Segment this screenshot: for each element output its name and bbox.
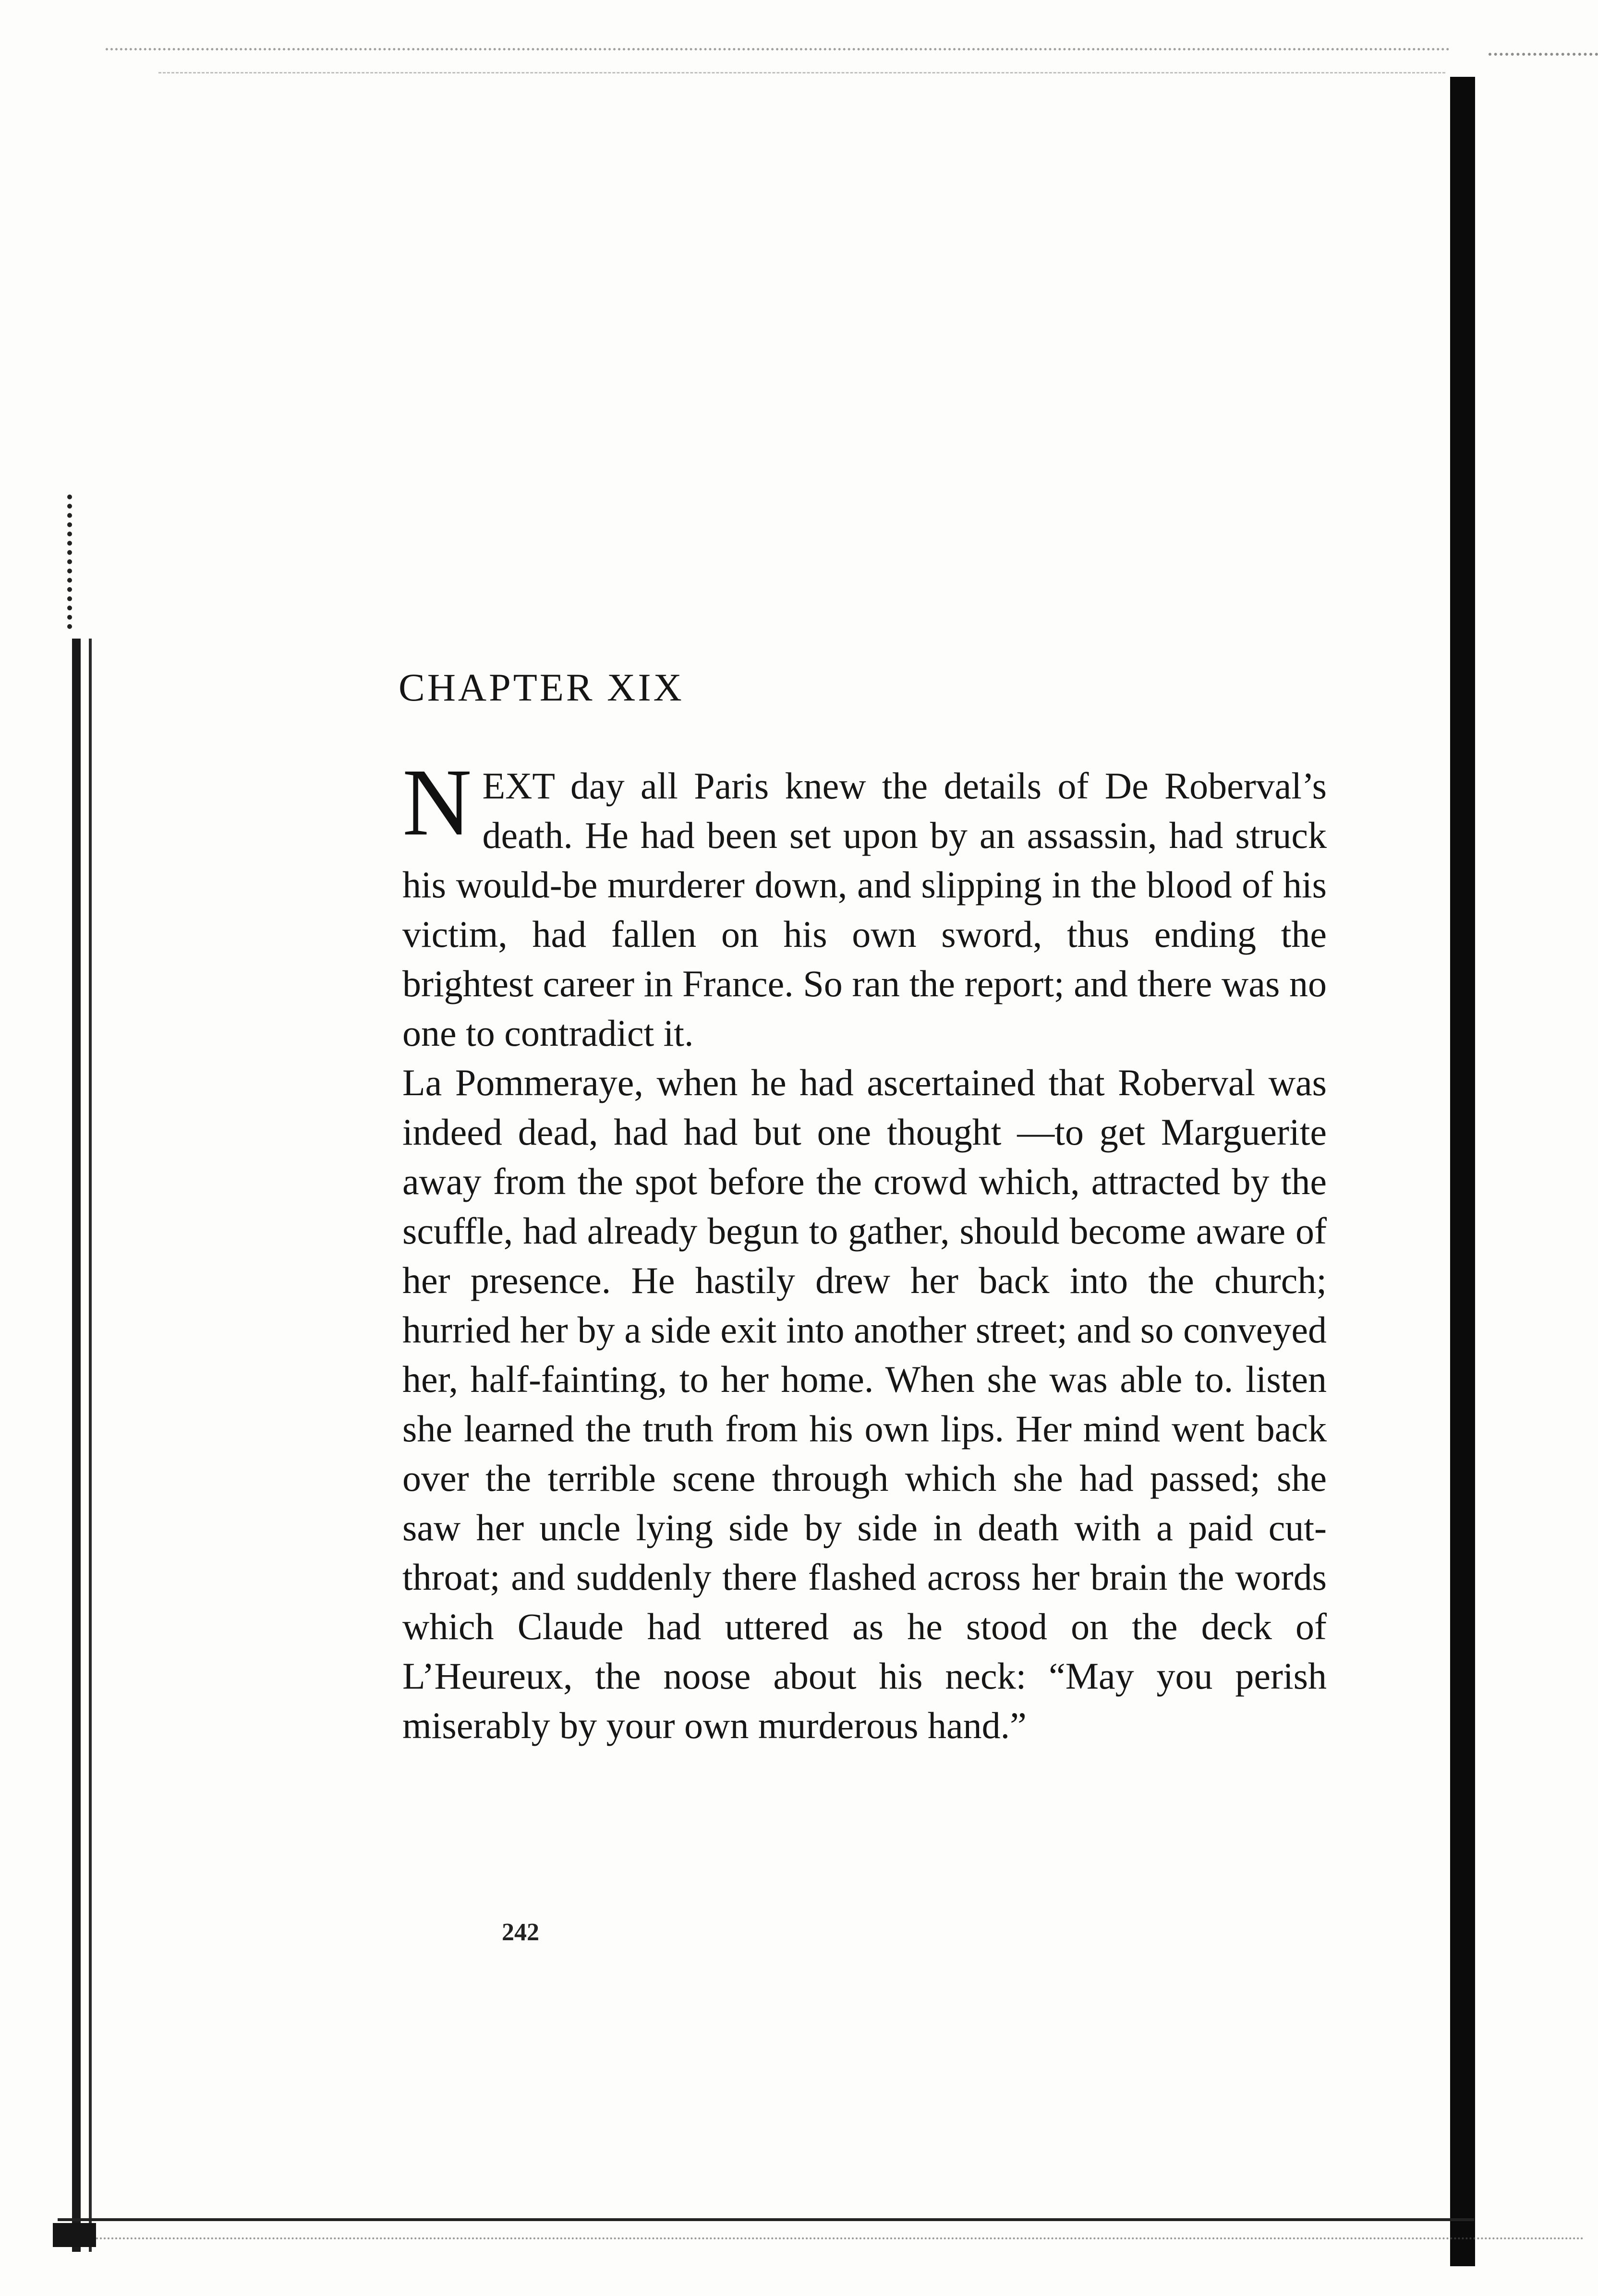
scan-binding-line-left bbox=[89, 639, 92, 2252]
scan-binding-shadow-left bbox=[72, 639, 81, 2252]
chapter-body bbox=[402, 749, 1327, 1750]
page-number: 242 bbox=[502, 1919, 539, 1946]
scan-edge-bottom bbox=[58, 2218, 1474, 2227]
scan-noise-top bbox=[106, 48, 1450, 70]
scan-noise-right-edge bbox=[1489, 53, 1598, 65]
scan-binding-shadow-right bbox=[1450, 77, 1475, 2266]
scan-noise-left-ticks bbox=[67, 495, 91, 629]
paragraph-2: La Pommeraye, when he had ascertained that Roberval was indeed dead, had had but one thought —to get Marguerite away from the spot before the crowd which, attracted by the scuffle, had already begun to gather, should become aware of her presence. He hastily drew her back into the church; hurried her by a side exit into another street; and so conveyed her, half-fainting, to her home. When she was able to. listen she learned the truth from his own lips. Her mind went back over the terrible scene through which she had passed; she saw her uncle lying side by side in death with a paid cut-throat; and suddenly there flashed across her brain the words which Claude had uttered as he stood on the deck of L’Heureux, the noose about his neck: “May you perish miserably by your own murderous hand.” bbox=[402, 1062, 1327, 1746]
scan-corner-mark bbox=[53, 2223, 96, 2247]
scan-noise-top-secondary bbox=[158, 72, 1445, 78]
chapter-heading: CHAPTER XIX bbox=[399, 665, 684, 709]
scan-noise-bottom bbox=[96, 2237, 1585, 2244]
paragraph-1: NEXT day all Paris knew the details of De Roberval’s death. He had been set upon by an assassin, had struck his would-be murderer down, and slipping in the blood of his victim, had fallen on his own sword, thus ending the brightest career in France. So ran the report; and there was no one to contradict it. bbox=[402, 749, 1327, 1054]
